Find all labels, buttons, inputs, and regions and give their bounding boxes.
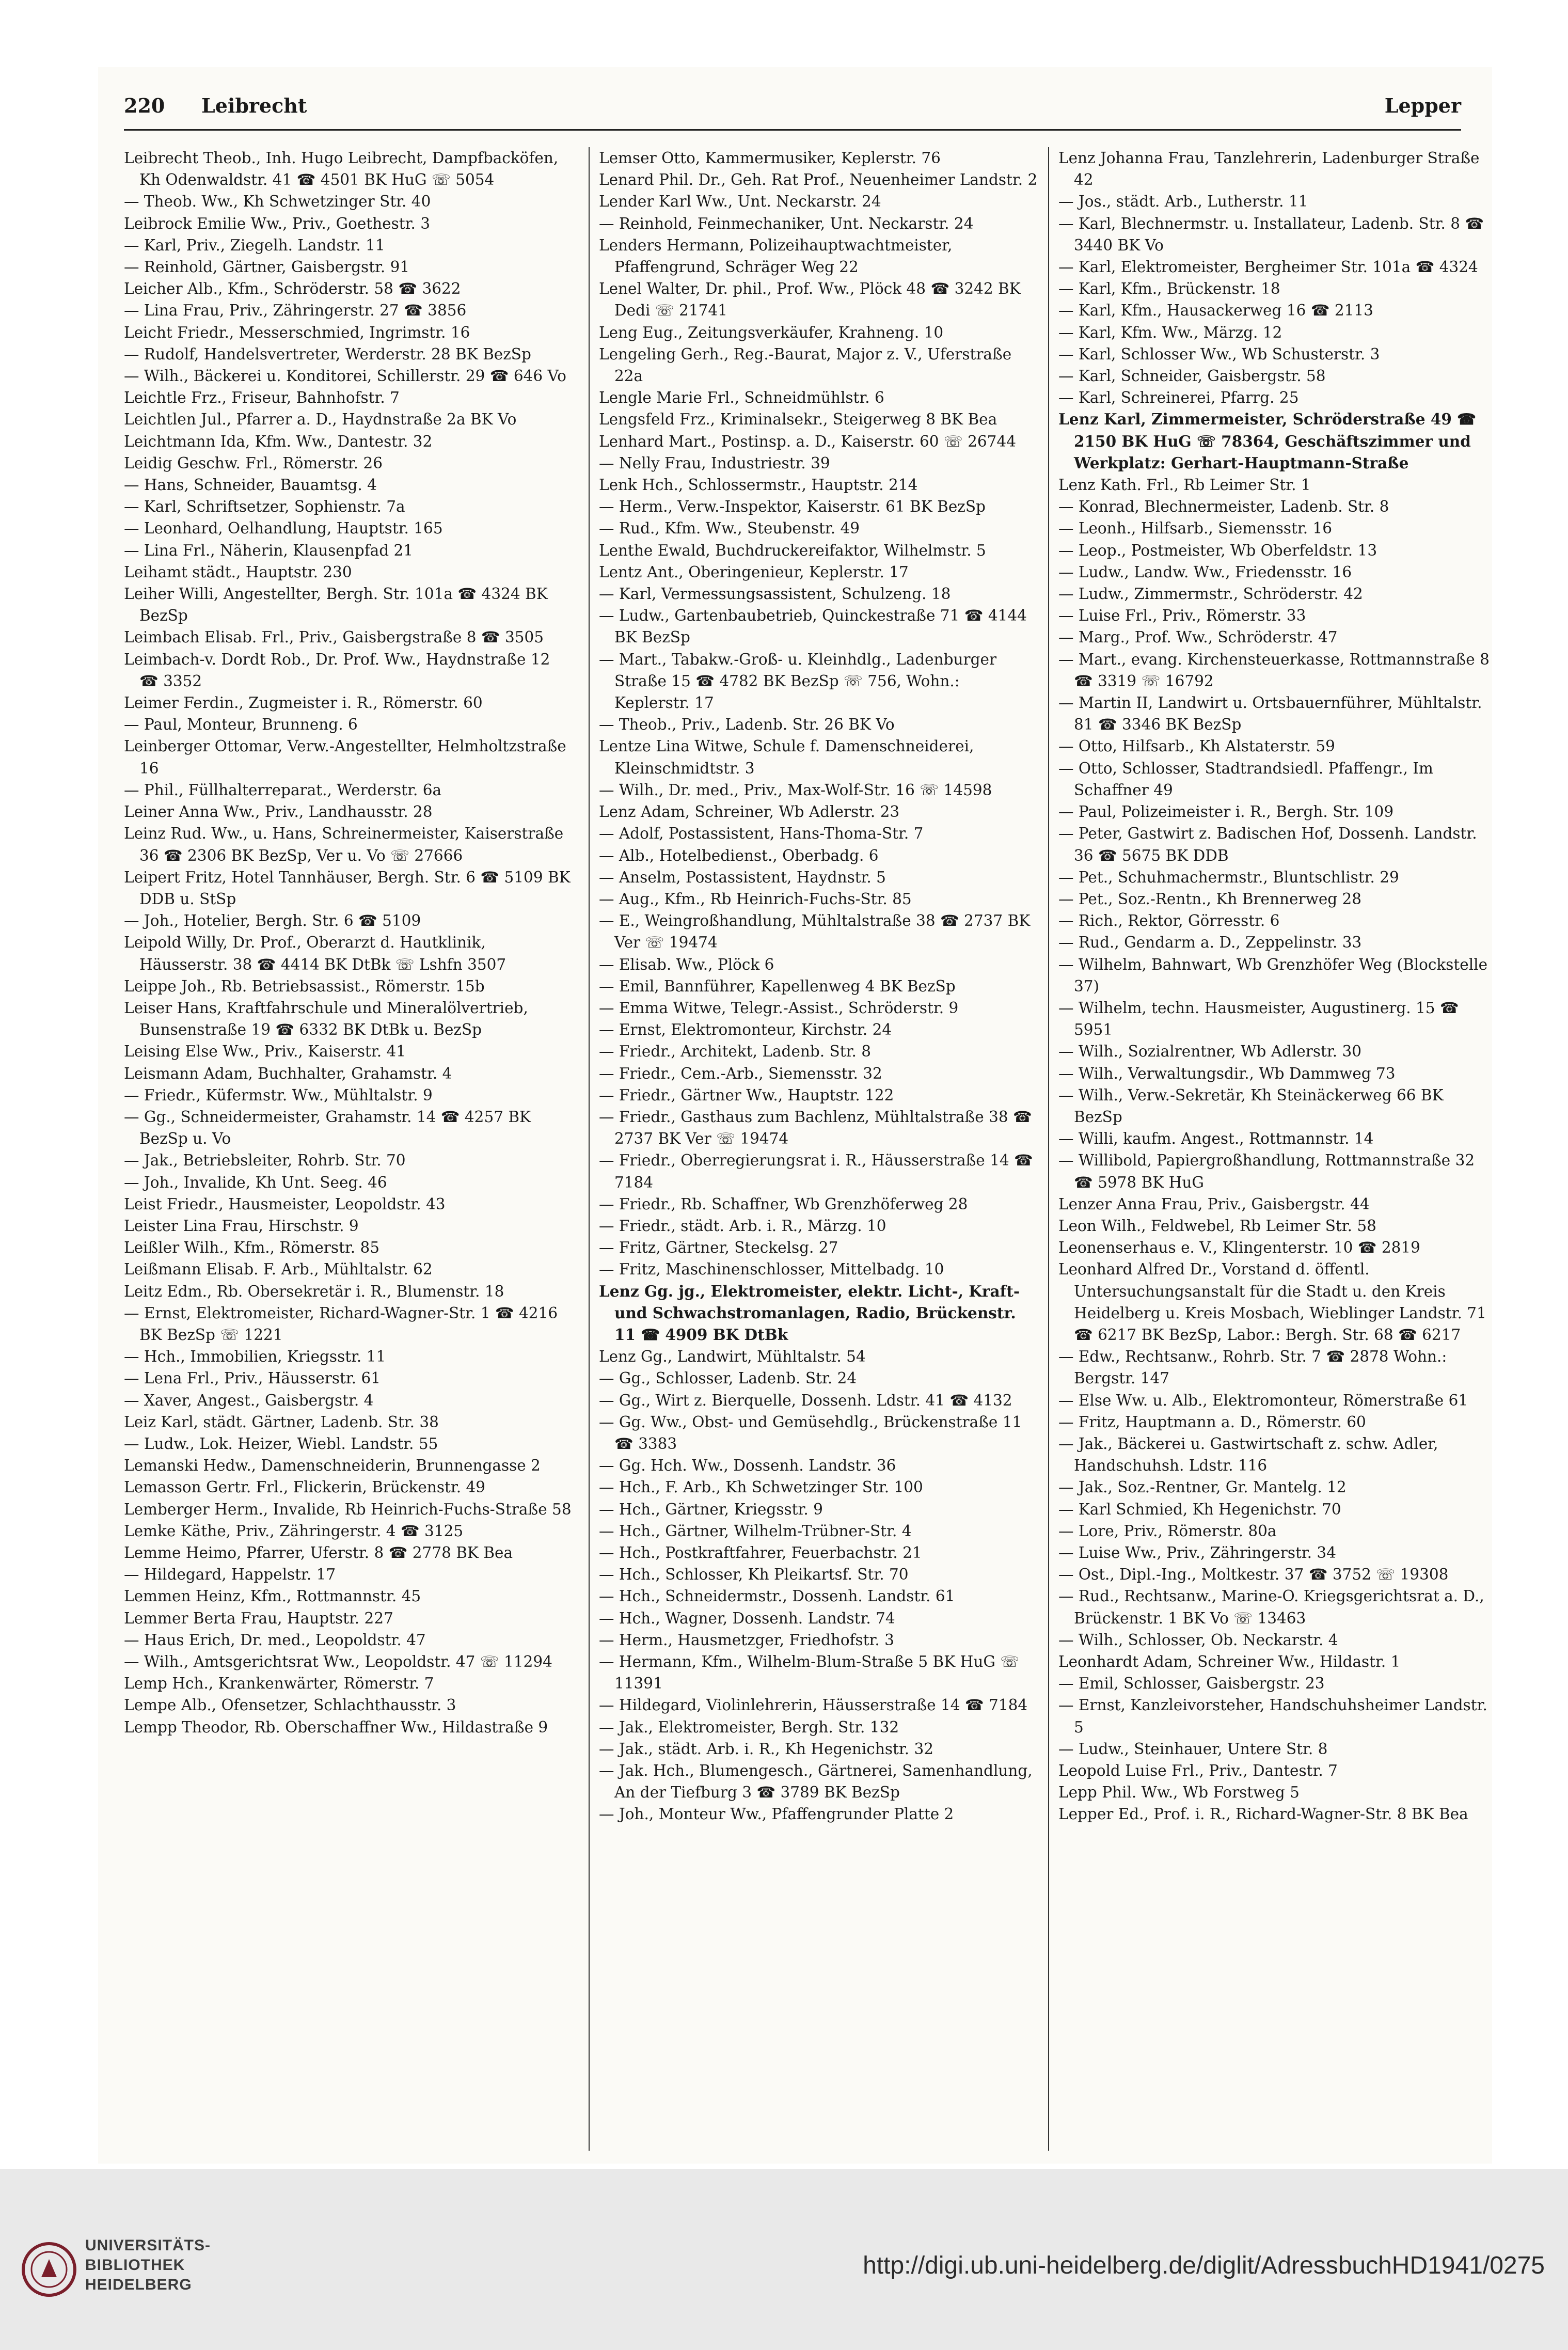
directory-entry: Leippe Joh., Rb. Betriebsassist., Römerstr. 15b xyxy=(124,977,485,995)
directory-entry: — Hch., Gärtner, Kriegsstr. 9 xyxy=(599,1500,823,1518)
directory-entry: — Wilh., Verw.-Sekretär, Kh Steinäckerweg 66 BK BezSp xyxy=(1058,1086,1444,1126)
directory-entry: Lemme Heimo, Pfarrer, Uferstr. 8 ☎ 2778 BK Bea xyxy=(124,1544,513,1562)
library-name-line: HEIDELBERG xyxy=(85,2276,192,2293)
directory-entry: — Alb., Hotelbedienst., Oberbadg. 6 xyxy=(599,846,879,864)
directory-entry: — Karl, Blechnermstr. u. Installateur, Ladenb. Str. 8 ☎ 3440 BK Vo xyxy=(1058,214,1484,254)
directory-entry: Leibrock Emilie Ww., Priv., Goethestr. 3 xyxy=(124,214,431,232)
scanned-page xyxy=(98,67,1492,2164)
directory-entry: — Pet., Soz.-Rentn., Kh Brennerweg 28 xyxy=(1058,890,1362,908)
directory-entry: Lepp Phil. Ww., Wb Forstweg 5 xyxy=(1058,1784,1300,1802)
directory-entry: — Hch., Wagner, Dossenh. Landstr. 74 xyxy=(599,1609,895,1627)
directory-entry: — Hildegard, Happelstr. 17 xyxy=(124,1566,336,1584)
directory-entry: — Herm., Verw.-Inspektor, Kaiserstr. 61 BK BezSp xyxy=(599,498,986,516)
directory-entry: — Willibold, Papiergroßhandlung, Rottmannstraße 32 ☎ 5978 BK HuG xyxy=(1058,1152,1475,1191)
directory-entry: — Jak., Elektromeister, Bergh. Str. 132 xyxy=(599,1718,899,1736)
directory-entry: Leibrecht Theob., Inh. Hugo Leibrecht, Dampfbacköfen, Kh Odenwaldstr. 41 ☎ 4501 BK HuG ☏ 5054 xyxy=(124,149,559,189)
directory-entry: — Ost., Dipl.-Ing., Moltkestr. 37 ☎ 3752 ☏ 19308 xyxy=(1058,1566,1449,1584)
directory-entry: — Anselm, Postassistent, Haydnstr. 5 xyxy=(599,868,886,886)
directory-entry: Lempe Alb., Ofensetzer, Schlachthausstr. 3 xyxy=(124,1696,456,1714)
directory-entry: — Gg. Hch. Ww., Dossenh. Landstr. 36 xyxy=(599,1457,896,1475)
directory-entry: — Martin II, Landwirt u. Ortsbauernführer, Mühltalstr. 81 ☎ 3346 BK BezSp xyxy=(1058,694,1482,734)
directory-entry: Lengeling Gerh., Reg.-Baurat, Major z. V., Uferstraße 22a xyxy=(599,345,1012,385)
directory-entry: — Luise Ww., Priv., Zähringerstr. 34 xyxy=(1058,1544,1336,1562)
directory-entry: — Theob., Priv., Ladenb. Str. 26 BK Vo xyxy=(599,716,895,734)
directory-entry: Lenz Gg., Landwirt, Mühltalstr. 54 xyxy=(599,1348,866,1366)
directory-entry: — Xaver, Angest., Gaisbergstr. 4 xyxy=(124,1391,374,1409)
directory-entry: — Rudolf, Handelsvertreter, Werderstr. 28 BK BezSp xyxy=(124,345,531,363)
directory-entry: — Ludw., Zimmermstr., Schröderstr. 42 xyxy=(1058,585,1363,603)
directory-entry: Lenk Hch., Schlossermstr., Hauptstr. 214 xyxy=(599,476,918,494)
directory-entry: — Karl, Kfm., Brückenstr. 18 xyxy=(1058,280,1280,298)
header-left-word: Leibrecht xyxy=(201,94,307,117)
directory-entry: Lemmen Heinz, Kfm., Rottmannstr. 45 xyxy=(124,1587,421,1605)
library-name-line: BIBLIOTHEK xyxy=(85,2257,185,2274)
directory-entry: Lenders Hermann, Polizeihauptwachtmeister, Pfaffengrund, Schräger Weg 22 xyxy=(599,236,953,276)
directory-entry: — Haus Erich, Dr. med., Leopoldstr. 47 xyxy=(124,1631,426,1649)
directory-entry: — Hermann, Kfm., Wilhelm-Blum-Straße 5 BK HuG ☏ 11391 xyxy=(599,1653,1020,1693)
directory-entry: Leon Wilh., Feldwebel, Rb Leimer Str. 58 xyxy=(1058,1217,1376,1235)
directory-entry: — Edw., Rechtsanw., Rohrb. Str. 7 ☎ 2878 Wohn.: Bergstr. 147 xyxy=(1058,1348,1447,1387)
directory-entry: Leichtlen Jul., Pfarrer a. D., Haydnstraße 2a BK Vo xyxy=(124,411,517,429)
directory-entry: Leihamt städt., Hauptstr. 230 xyxy=(124,563,352,581)
directory-entry: — Nelly Frau, Industriestr. 39 xyxy=(599,454,830,472)
directory-entry: Leipold Willy, Dr. Prof., Oberarzt d. Hautklinik, Häusserstr. 38 ☎ 4414 BK DtBk ☏ Lshfn 3507 xyxy=(124,934,506,973)
directory-entry: Lenz Karl, Zimmermeister, Schröderstraße 49 ☎ 2150 BK HuG ☏ 78364, Geschäftszimmer und Werkplatz: Gerhart-Hauptmann-Straße xyxy=(1058,410,1476,472)
directory-entry: — Friedr., Rb. Schaffner, Wb Grenzhöferweg 28 xyxy=(599,1195,968,1213)
directory-entry: Leicht Friedr., Messerschmied, Ingrimstr. 16 xyxy=(124,323,470,341)
library-name-line: UNIVERSITÄTS- xyxy=(85,2237,211,2254)
directory-entry: — Ludw., Gartenbaubetrieb, Quinckestraße 71 ☎ 4144 BK BezSp xyxy=(599,607,1027,646)
directory-entry: Lemke Käthe, Priv., Zähringerstr. 4 ☎ 3125 xyxy=(124,1522,464,1540)
directory-entry: Lenthe Ewald, Buchdruckereifaktor, Wilhelmstr. 5 xyxy=(599,541,986,559)
directory-entry: — Jak., Soz.-Rentner, Gr. Mantelg. 12 xyxy=(1058,1478,1347,1496)
directory-entry: — Fritz, Gärtner, Steckelsg. 27 xyxy=(599,1239,838,1257)
directory-entry: — Friedr., Architekt, Ladenb. Str. 8 xyxy=(599,1043,871,1061)
directory-entry: — Karl, Schriftsetzer, Sophienstr. 7a xyxy=(124,498,405,516)
directory-entry: — Friedr., Cem.-Arb., Siemensstr. 32 xyxy=(599,1064,882,1082)
page-number: 220 xyxy=(124,94,165,117)
directory-entry: — Ernst, Elektromonteur, Kirchstr. 24 xyxy=(599,1021,892,1039)
directory-entry: Leißler Wilh., Kfm., Römerstr. 85 xyxy=(124,1239,380,1257)
directory-entry: Leising Else Ww., Priv., Kaiserstr. 41 xyxy=(124,1043,406,1061)
directory-entry: Leopold Luise Frl., Priv., Dantestr. 7 xyxy=(1058,1762,1338,1780)
directory-entry: Leimbach-v. Dordt Rob., Dr. Prof. Ww., Haydnstraße 12 ☎ 3352 xyxy=(124,650,550,690)
directory-entry: — Mart., evang. Kirchensteuerkasse, Rottmannstraße 8 ☎ 3319 ☏ 16792 xyxy=(1058,650,1490,690)
directory-entry: — Karl, Kfm., Hausackerweg 16 ☎ 2113 xyxy=(1058,302,1373,320)
university-seal-icon xyxy=(21,2241,77,2298)
directory-entry: Leismann Adam, Buchhalter, Grahamstr. 4 xyxy=(124,1064,452,1082)
directory-entry: Leonhardt Adam, Schreiner Ww., Hildastr. 1 xyxy=(1058,1653,1401,1671)
directory-entry: — Friedr., Küfermstr. Ww., Mühltalstr. 9 xyxy=(124,1086,433,1104)
directory-columns xyxy=(124,147,1490,2151)
directory-entry: — Karl, Vermessungsassistent, Schulzeng. 18 xyxy=(599,585,951,603)
directory-entry: Leichtle Frz., Friseur, Bahnhofstr. 7 xyxy=(124,389,400,407)
directory-entry: — Emma Witwe, Telegr.-Assist., Schröderstr. 9 xyxy=(599,999,959,1017)
directory-entry: — Hildegard, Violinlehrerin, Häusserstraße 14 ☎ 7184 xyxy=(599,1696,1028,1714)
directory-entry: — Reinhold, Feinmechaniker, Unt. Neckarstr. 24 xyxy=(599,214,974,232)
directory-entry: — Leonhard, Oelhandlung, Hauptstr. 165 xyxy=(124,519,443,538)
directory-entry: Lenel Walter, Dr. phil., Prof. Ww., Plöck 48 ☎ 3242 BK Dedi ☏ 21741 xyxy=(599,280,1021,320)
directory-entry: — Friedr., städt. Arb. i. R., Märzg. 10 xyxy=(599,1217,886,1235)
directory-entry: Lender Karl Ww., Unt. Neckarstr. 24 xyxy=(599,193,881,211)
directory-entry: Leister Lina Frau, Hirschstr. 9 xyxy=(124,1217,359,1235)
directory-entry: Leonhard Alfred Dr., Vorstand d. öffentl. Untersuchungsanstalt für die Stadt u. den Kreis Heidelberg u. Kreis Mosbach, Wieblinger Landstr. 71 ☎ 6217 BK BezSp, Labor.: Bergh. Str. 68 ☎ 6217 xyxy=(1058,1260,1486,1344)
directory-entry: Leißmann Elisab. F. Arb., Mühltalstr. 62 xyxy=(124,1260,433,1279)
directory-entry: Lenzer Anna Frau, Priv., Gaisbergstr. 44 xyxy=(1058,1195,1370,1213)
directory-entry: — Friedr., Gärtner Ww., Hauptstr. 122 xyxy=(599,1086,894,1104)
directory-entry: — Marg., Prof. Ww., Schröderstr. 47 xyxy=(1058,628,1338,646)
directory-entry: — Jak., Bäckerei u. Gastwirtschaft z. schw. Adler, Handschuhsh. Ldstr. 116 xyxy=(1058,1434,1438,1475)
directory-entry: — Wilh., Schlosser, Ob. Neckarstr. 4 xyxy=(1058,1631,1338,1649)
directory-entry: Leipert Fritz, Hotel Tannhäuser, Bergh. Str. 6 ☎ 5109 BK DDB u. StSp xyxy=(124,868,571,908)
directory-entry: Lenz Adam, Schreiner, Wb Adlerstr. 23 xyxy=(599,803,900,821)
directory-entry: — Leop., Postmeister, Wb Oberfeldstr. 13 xyxy=(1058,541,1377,559)
directory-entry: — Joh., Invalide, Kh Unt. Seeg. 46 xyxy=(124,1173,387,1191)
directory-entry: — Gg. Ww., Obst- und Gemüsehdlg., Brückenstraße 11 ☎ 3383 xyxy=(599,1413,1022,1453)
directory-entry: Lempp Theodor, Rb. Oberschaffner Ww., Hildastraße 9 xyxy=(124,1718,548,1736)
directory-entry: — Hch., Gärtner, Wilhelm-Trübner-Str. 4 xyxy=(599,1522,912,1540)
directory-entry: — Hch., Immobilien, Kriegsstr. 11 xyxy=(124,1348,386,1366)
directory-entry: Leiner Anna Ww., Priv., Landhausstr. 28 xyxy=(124,803,433,821)
directory-entry: — Rud., Gendarm a. D., Zeppelinstr. 33 xyxy=(1058,934,1362,952)
column-1 xyxy=(124,147,573,2151)
directory-entry: — Wilh., Sozialrentner, Wb Adlerstr. 30 xyxy=(1058,1043,1362,1061)
directory-entry: — Hans, Schneider, Bauamtsg. 4 xyxy=(124,476,377,494)
directory-entry: — Herm., Hausmetzger, Friedhofstr. 3 xyxy=(599,1631,894,1649)
directory-entry: Leiz Karl, städt. Gärtner, Ladenb. Str. 38 xyxy=(124,1413,439,1431)
directory-entry: — Karl, Kfm. Ww., Märzg. 12 xyxy=(1058,323,1282,341)
directory-entry: — Karl, Priv., Ziegelh. Landstr. 11 xyxy=(124,236,385,254)
directory-entry: — Peter, Gastwirt z. Badischen Hof, Dossenh. Landstr. 36 ☎ 5675 BK DDB xyxy=(1058,825,1477,864)
directory-entry: — Lena Frl., Priv., Häusserstr. 61 xyxy=(124,1369,381,1387)
directory-entry: — Hch., F. Arb., Kh Schwetzinger Str. 100 xyxy=(599,1478,923,1496)
directory-entry: — E., Weingroßhandlung, Mühltalstraße 38 ☎ 2737 BK Ver ☏ 19474 xyxy=(599,912,1031,952)
directory-entry: Lentz Ant., Oberingenieur, Keplerstr. 17 xyxy=(599,563,909,581)
directory-entry: Leng Eug., Zeitungsverkäufer, Krahneng. 10 xyxy=(599,323,944,341)
directory-entry: — Rud., Rechtsanw., Marine-O. Kriegsgerichtsrat a. D., Brückenstr. 1 BK Vo ☏ 13463 xyxy=(1058,1587,1484,1627)
directory-entry: — Karl Schmied, Kh Hegenichstr. 70 xyxy=(1058,1500,1341,1518)
directory-entry: — Ludw., Landw. Ww., Friedensstr. 16 xyxy=(1058,563,1352,581)
directory-entry: Lemmer Berta Frau, Hauptstr. 227 xyxy=(124,1609,393,1627)
directory-entry: — Leonh., Hilfsarb., Siemensstr. 16 xyxy=(1058,519,1332,538)
directory-entry: Leiher Willi, Angestellter, Bergh. Str. 101a ☎ 4324 BK BezSp xyxy=(124,585,548,625)
directory-entry: — Ernst, Elektromeister, Richard-Wagner-Str. 1 ☎ 4216 BK BezSp ☏ 1221 xyxy=(124,1304,558,1344)
directory-entry: — Emil, Bannführer, Kapellenweg 4 BK BezSp xyxy=(599,977,956,995)
directory-entry: — Joh., Monteur Ww., Pfaffengrunder Platte 2 xyxy=(599,1805,954,1823)
directory-entry: — Pet., Schuhmachermstr., Bluntschlistr. 29 xyxy=(1058,868,1399,886)
directory-entry: — Emil, Schlosser, Gaisbergstr. 23 xyxy=(1058,1675,1325,1693)
directory-entry: — Gg., Schneidermeister, Grahamstr. 14 ☎ 4257 BK BezSp u. Vo xyxy=(124,1108,531,1148)
directory-entry: — Lore, Priv., Römerstr. 80a xyxy=(1058,1522,1277,1540)
header-right-word: Lepper xyxy=(1384,94,1461,117)
directory-entry: Lengsfeld Frz., Kriminalsekr., Steigerweg 8 BK Bea xyxy=(599,411,997,429)
directory-entry: Lemp Hch., Krankenwärter, Römerstr. 7 xyxy=(124,1675,434,1693)
directory-entry: — Konrad, Blechnermeister, Ladenb. Str. 8 xyxy=(1058,498,1389,516)
directory-entry: — Rich., Rektor, Görresstr. 6 xyxy=(1058,912,1280,930)
directory-entry: — Elisab. Ww., Plöck 6 xyxy=(599,955,774,973)
source-url[interactable]: http://digi.ub.uni-heidelberg.de/diglit/AdressbuchHD1941/0275 xyxy=(863,2252,1545,2279)
directory-entry: — Hch., Postkraftfahrer, Feuerbachstr. 21 xyxy=(599,1544,922,1562)
directory-entry: Lemasson Gertr. Frl., Flickerin, Brückenstr. 49 xyxy=(124,1478,486,1496)
directory-entry: — Joh., Hotelier, Bergh. Str. 6 ☎ 5109 xyxy=(124,912,421,930)
directory-entry: Lentze Lina Witwe, Schule f. Damenschneiderei, Kleinschmidtstr. 3 xyxy=(599,737,974,777)
directory-entry: — Hch., Schlosser, Kh Pleikartsf. Str. 70 xyxy=(599,1566,909,1584)
directory-entry: Lemser Otto, Kammermusiker, Keplerstr. 76 xyxy=(599,149,941,167)
directory-entry: — Reinhold, Gärtner, Gaisbergstr. 91 xyxy=(124,258,410,276)
directory-entry: Lenhard Mart., Postinsp. a. D., Kaiserstr. 60 ☏ 26744 xyxy=(599,432,1016,450)
directory-entry: — Ludw., Steinhauer, Untere Str. 8 xyxy=(1058,1740,1328,1758)
directory-entry: — Gg., Schlosser, Ladenb. Str. 24 xyxy=(599,1369,857,1387)
column-2 xyxy=(589,147,1038,2151)
directory-entry: Leinberger Ottomar, Verw.-Angestellter, Helmholtzstraße 16 xyxy=(124,737,566,777)
directory-entry: — Phil., Füllhalterreparat., Werderstr. 6a xyxy=(124,781,442,799)
directory-entry: — Willi, kaufm. Angest., Rottmannstr. 14 xyxy=(1058,1130,1374,1148)
directory-entry: Lengle Marie Frl., Schneidmühlstr. 6 xyxy=(599,389,884,407)
directory-entry: Leinz Rud. Ww., u. Hans, Schreinermeister, Kaiserstraße 36 ☎ 2306 BK BezSp, Ver u. Vo ☏ 27666 xyxy=(124,825,564,864)
directory-entry: — Wilh., Bäckerei u. Konditorei, Schillerstr. 29 ☎ 646 Vo xyxy=(124,367,566,385)
directory-entry: — Rud., Kfm. Ww., Steubenstr. 49 xyxy=(599,519,860,538)
directory-entry: Leicher Alb., Kfm., Schröderstr. 58 ☎ 3622 xyxy=(124,280,461,298)
directory-entry: — Fritz, Maschinenschlosser, Mittelbadg. 10 xyxy=(599,1260,944,1279)
directory-entry: Lemberger Herm., Invalide, Rb Heinrich-Fuchs-Straße 58 xyxy=(124,1500,572,1518)
directory-entry: — Friedr., Gasthaus zum Bachlenz, Mühltalstraße 38 ☎ 2737 BK Ver ☏ 19474 xyxy=(599,1108,1032,1148)
directory-entry: Leimbach Elisab. Frl., Priv., Gaisbergstraße 8 ☎ 3505 xyxy=(124,628,544,646)
directory-entry: Lenz Kath. Frl., Rb Leimer Str. 1 xyxy=(1058,476,1311,494)
directory-entry: — Lina Frl., Näherin, Klausenpfad 21 xyxy=(124,541,413,559)
directory-entry: — Jak. Hch., Blumengesch., Gärtnerei, Samenhandlung, An der Tiefburg 3 ☎ 3789 BK BezSp xyxy=(599,1762,1033,1802)
directory-entry: Leist Friedr., Hausmeister, Leopoldstr. 43 xyxy=(124,1195,446,1213)
directory-entry: Leidig Geschw. Frl., Römerstr. 26 xyxy=(124,454,383,472)
directory-entry: — Jos., städt. Arb., Lutherstr. 11 xyxy=(1058,193,1308,211)
directory-entry: — Mart., Tabakw.-Groß- u. Kleinhdlg., Ladenburger Straße 15 ☎ 4782 BK BezSp ☏ 756, Wohn.: Keplerstr. 17 xyxy=(599,650,997,712)
directory-entry: — Wilh., Amtsgerichtsrat Ww., Leopoldstr. 47 ☏ 11294 xyxy=(124,1653,552,1671)
directory-entry: — Jak., Betriebsleiter, Rohrb. Str. 70 xyxy=(124,1152,406,1170)
directory-entry: — Friedr., Oberregierungsrat i. R., Häusserstraße 14 ☎ 7184 xyxy=(599,1152,1033,1191)
directory-entry: Leiser Hans, Kraftfahrschule und Mineralölvertrieb, Bunsenstraße 19 ☎ 6332 BK DtBk u. BezSp xyxy=(124,999,528,1039)
directory-entry: — Karl, Schneider, Gaisbergstr. 58 xyxy=(1058,367,1326,385)
directory-entry: — Paul, Monteur, Brunneng. 6 xyxy=(124,716,358,734)
directory-entry: — Wilhelm, Bahnwart, Wb Grenzhöfer Weg (Blockstelle 37) xyxy=(1058,955,1488,995)
directory-entry: — Gg., Wirt z. Bierquelle, Dossenh. Ldstr. 41 ☎ 4132 xyxy=(599,1391,1012,1409)
directory-entry: Leitz Edm., Rb. Obersekretär i. R., Blumenstr. 18 xyxy=(124,1282,504,1300)
directory-entry: — Karl, Schreinerei, Pfarrg. 25 xyxy=(1058,389,1299,407)
directory-entry: — Paul, Polizeimeister i. R., Bergh. Str. 109 xyxy=(1058,803,1394,821)
library-footer xyxy=(0,2169,1568,2350)
directory-entry: Lepper Ed., Prof. i. R., Richard-Wagner-Str. 8 BK Bea xyxy=(1058,1805,1468,1823)
directory-entry: — Theob. Ww., Kh Schwetzinger Str. 40 xyxy=(124,193,431,211)
directory-entry: — Wilh., Dr. med., Priv., Max-Wolf-Str. 16 ☏ 14598 xyxy=(599,781,992,799)
directory-entry: — Ernst, Kanzleivorsteher, Handschuhsheimer Landstr. 5 xyxy=(1058,1696,1487,1736)
directory-entry: — Otto, Schlosser, Stadtrandsiedl. Pfaffengr., Im Schaffner 49 xyxy=(1058,759,1433,799)
directory-entry: Leonenserhaus e. V., Klingenterstr. 10 ☎ 2819 xyxy=(1058,1239,1420,1257)
column-3 xyxy=(1048,147,1492,2151)
directory-entry: — Wilh., Verwaltungsdir., Wb Dammweg 73 xyxy=(1058,1064,1396,1082)
directory-entry: Leichtmann Ida, Kfm. Ww., Dantestr. 32 xyxy=(124,432,433,450)
directory-entry: — Adolf, Postassistent, Hans-Thoma-Str. 7 xyxy=(599,825,924,843)
directory-entry: — Ludw., Lok. Heizer, Wiebl. Landstr. 55 xyxy=(124,1434,438,1453)
page-header xyxy=(124,83,1461,131)
library-name xyxy=(85,2236,211,2295)
directory-entry: — Jak., städt. Arb. i. R., Kh Hegenichstr. 32 xyxy=(599,1740,933,1758)
directory-entry: — Karl, Schlosser Ww., Wb Schusterstr. 3 xyxy=(1058,345,1380,363)
directory-entry: — Otto, Hilfsarb., Kh Alstaterstr. 59 xyxy=(1058,737,1335,755)
directory-entry: Leimer Ferdin., Zugmeister i. R., Römerstr. 60 xyxy=(124,694,483,712)
directory-entry: Lenz Johanna Frau, Tanzlehrerin, Ladenburger Straße 42 xyxy=(1058,149,1480,189)
directory-entry: — Luise Frl., Priv., Römerstr. 33 xyxy=(1058,607,1306,625)
directory-entry: Lenz Gg. jg., Elektromeister, elektr. Licht-, Kraft- und Schwachstromanlagen, Radio, Brückenstr. 11 ☎ 4909 BK DtBk xyxy=(599,1282,1020,1344)
directory-entry: — Else Ww. u. Alb., Elektromonteur, Römerstraße 61 xyxy=(1058,1391,1468,1409)
directory-entry: Lenard Phil. Dr., Geh. Rat Prof., Neuenheimer Landstr. 2 xyxy=(599,171,1038,189)
directory-entry: — Wilhelm, techn. Hausmeister, Augustinerg. 15 ☎ 5951 xyxy=(1058,999,1459,1039)
directory-entry: — Hch., Schneidermstr., Dossenh. Landstr. 61 xyxy=(599,1587,955,1605)
directory-entry: — Lina Frau, Priv., Zähringerstr. 27 ☎ 3856 xyxy=(124,302,467,320)
directory-entry: Lemanski Hedw., Damenschneiderin, Brunnengasse 2 xyxy=(124,1457,541,1475)
directory-entry: — Aug., Kfm., Rb Heinrich-Fuchs-Str. 85 xyxy=(599,890,912,908)
directory-entry: — Fritz, Hauptmann a. D., Römerstr. 60 xyxy=(1058,1413,1366,1431)
directory-entry: — Karl, Elektromeister, Bergheimer Str. 101a ☎ 4324 xyxy=(1058,258,1478,276)
